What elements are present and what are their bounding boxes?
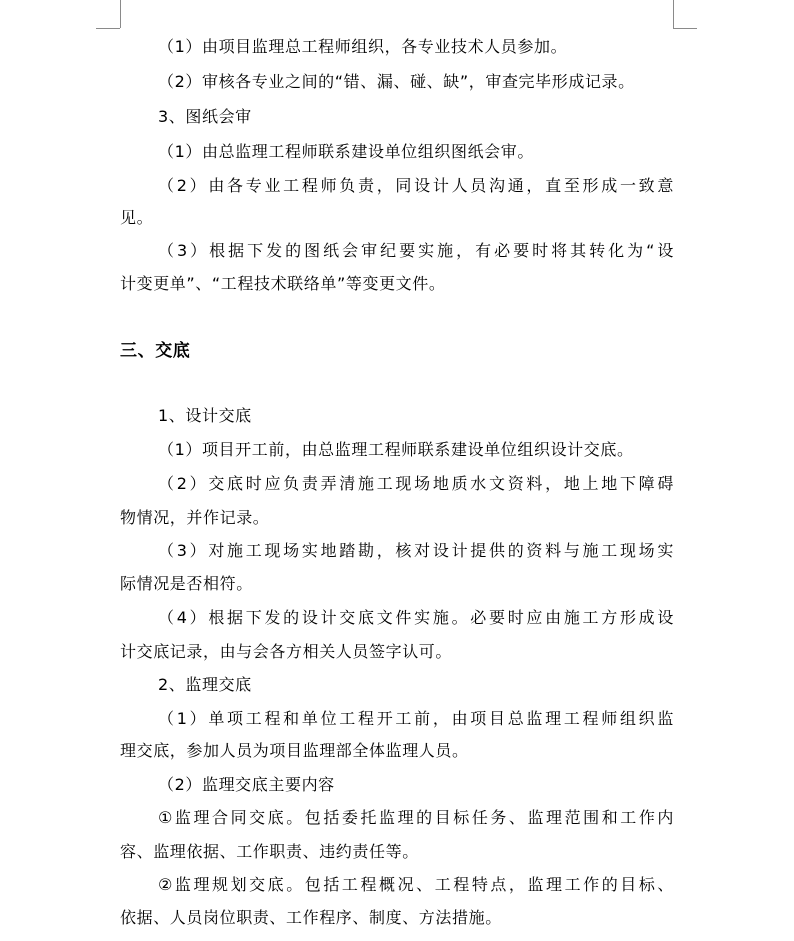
- text-line: ①监理合同交底。包括委托监理的目标任务、监理范围和工作内: [158, 808, 674, 827]
- section-heading: 三、交底: [120, 341, 191, 361]
- text-line: （1）由总监理工程师联系建设单位组织图纸会审。: [158, 142, 534, 161]
- text-line: 依据、人员岗位职责、工作程序、制度、方法措施。: [120, 908, 502, 927]
- text-line: （1）项目开工前，由总监理工程师联系建设单位组织设计交底。: [158, 440, 634, 459]
- text-line: （2）监理交底主要内容: [158, 775, 335, 794]
- text-line: 际情况是否相符。: [120, 574, 253, 593]
- text-line: （1）由项目监理总工程师组织，各专业技术人员参加。: [158, 37, 568, 56]
- text-line: （2）交底时应负责弄清施工现场地质水文资料，地上地下障碍: [158, 474, 674, 493]
- text-line: （4）根据下发的设计交底文件实施。必要时应由施工方形成设: [158, 608, 674, 627]
- subsection-heading: 1、设计交底: [158, 406, 252, 425]
- crop-mark-top-right: [673, 0, 674, 28]
- subsection-heading: 3、图纸会审: [158, 107, 252, 126]
- text-line: 理交底，参加人员为项目监理部全体监理人员。: [120, 741, 469, 760]
- text-line: （2）由各专业工程师负责，同设计人员沟通，直至形成一致意: [158, 176, 674, 195]
- subsection-heading: 2、监理交底: [158, 675, 252, 694]
- text-line: （3）对施工现场实地踏勘，核对设计提供的资料与施工现场实: [158, 541, 674, 560]
- text-line: 计变更单”、“工程技术联络单”等变更文件。: [120, 274, 446, 293]
- crop-mark-top-right: [673, 28, 697, 29]
- crop-mark-top-left: [120, 0, 121, 28]
- text-line: 物情况，并作记录。: [120, 508, 270, 527]
- text-line: 计交底记录，由与会各方相关人员签字认可。: [120, 642, 453, 661]
- text-line: 容、监理依据、工作职责、违约责任等。: [120, 842, 419, 861]
- text-line: （3）根据下发的图纸会审纪要实施，有必要时将其转化为“设: [158, 241, 674, 260]
- text-line: ②监理规划交底。包括工程概况、工程特点，监理工作的目标、: [158, 875, 674, 894]
- text-line: （2）审核各专业之间的“错、漏、碰、缺”，审查完毕形成记录。: [158, 72, 635, 91]
- text-line: 见。: [120, 208, 154, 227]
- crop-mark-top-left: [96, 28, 120, 29]
- text-line: （1）单项工程和单位工程开工前，由项目总监理工程师组织监: [158, 709, 674, 728]
